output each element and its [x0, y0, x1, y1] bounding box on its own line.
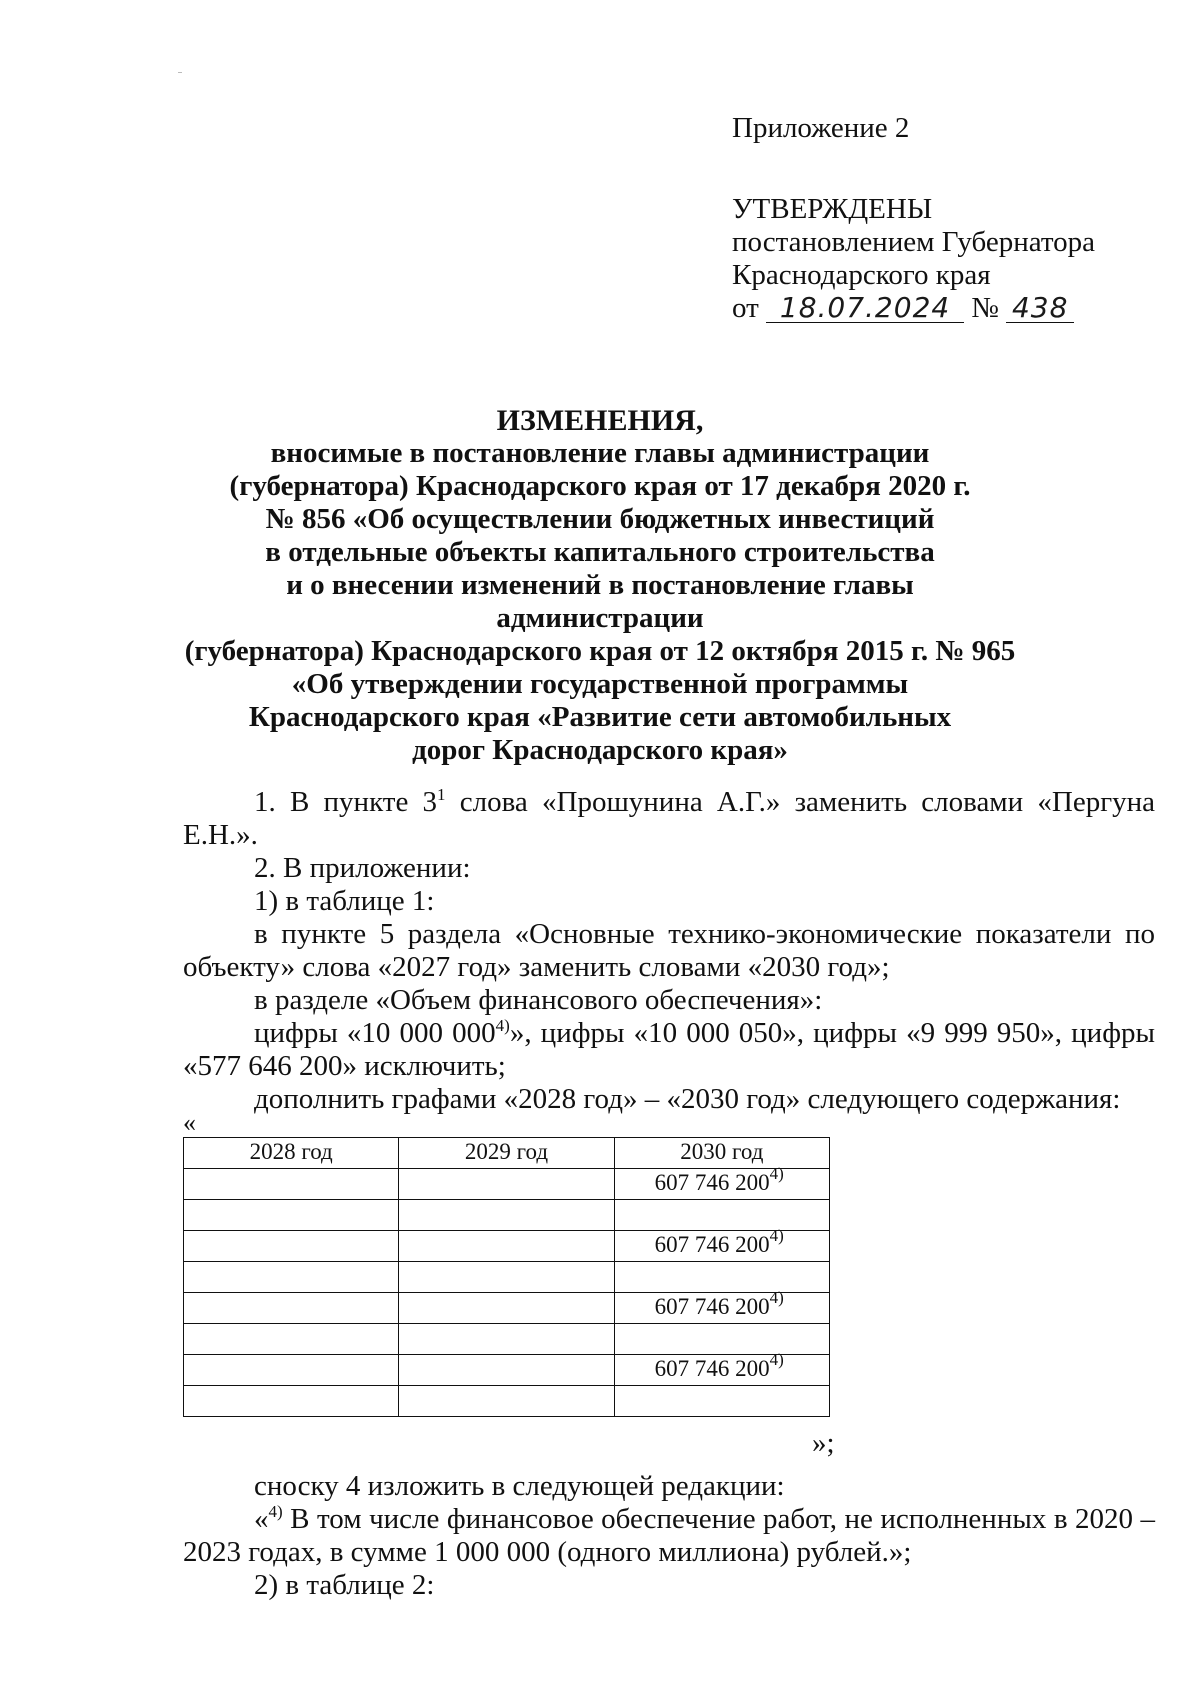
table-cell [184, 1324, 399, 1355]
title-line: (губернатора) Краснодарского края от 12 октября 2015 г. № 965 [184, 635, 1016, 667]
footnote-mark: 4) [769, 1288, 784, 1307]
table-cell [399, 1355, 614, 1386]
table-cell [184, 1355, 399, 1386]
approval-block [732, 112, 1095, 325]
table-cell: 607 746 200$^{4)}$ [614, 1355, 829, 1386]
footnote-mark: 4) [769, 1350, 784, 1369]
title-line: Краснодарского края «Развитие сети автомобильных [248, 701, 952, 733]
table-row [184, 1231, 830, 1262]
table-cell [399, 1324, 614, 1355]
paragraph-3: 1) в таблице 1: [254, 885, 435, 917]
table-header-row [184, 1138, 830, 1169]
body-text [183, 786, 1155, 1116]
table-cell [184, 1293, 399, 1324]
approval-line-2: Краснодарского края [732, 259, 991, 291]
number-prefix: № [971, 292, 999, 324]
body-text-2 [183, 1470, 1155, 1602]
table-cell [399, 1169, 614, 1200]
table-cell: 607 746 200$^{4)}$ [614, 1231, 829, 1262]
table-cell [184, 1200, 399, 1231]
table-cell [399, 1386, 614, 1417]
table-cell: 607 746 200$^{4)}$ [614, 1293, 829, 1324]
table-cell [399, 1231, 614, 1262]
title-line: вносимые в постановление главы администрации [270, 437, 930, 469]
table-cell [614, 1262, 829, 1293]
title-main: ИЗМЕНЕНИЯ, [496, 404, 704, 437]
appendix-label: Приложение 2 [732, 112, 910, 144]
quote-close: »; [812, 1427, 835, 1459]
approved-label: УТВЕРЖДЕНЫ [732, 193, 933, 225]
approval-line-1: постановлением Губернатора [732, 226, 1096, 258]
table-cell [184, 1231, 399, 1262]
table-body [184, 1164, 830, 1417]
table-row [184, 1355, 830, 1386]
paragraph-1: 1. В пункте $3^1$ слова «Прошунина А.Г.» заменить словами «Пергуна Е.Н.». [183, 785, 1156, 851]
title-line: и о внесении изменений в постановление главы администрации [286, 569, 914, 634]
header-2028: 2028 год [184, 1138, 399, 1169]
paragraph-9: «$^{4)}$ В том числе финансовое обеспечение работ, не исполненных в 2020 – 2023 годах, в сумме 1 000 000 (одного миллиона) рублей.»; [183, 1502, 1155, 1568]
table-cell [399, 1262, 614, 1293]
handwritten-date: 18.07.2024 [766, 294, 964, 323]
table-row [184, 1262, 830, 1293]
table-cell [399, 1200, 614, 1231]
title-line: № 856 «Об осуществлении бюджетных инвестиций [265, 503, 935, 535]
table-row [184, 1200, 830, 1231]
paragraph-2: 2. В приложении: [254, 852, 471, 884]
table-cell [399, 1293, 614, 1324]
header-2030: 2030 год [614, 1138, 829, 1169]
paragraph-10: 2) в таблице 2: [254, 1569, 435, 1601]
title-line: (губернатора) Краснодарского края от 17 декабря 2020 г. [229, 470, 971, 502]
table-row [184, 1386, 830, 1417]
handwritten-number: 438 [1006, 294, 1074, 323]
approval-date-line [732, 292, 1095, 325]
financing-table [183, 1137, 830, 1417]
paragraph-6: цифры «10 000 000$^{4)}$», цифры «10 000 050», цифры «9 999 950», цифры «577 646 200» исключить; [183, 1016, 1155, 1082]
title-line: «Об утверждении государственной программы [291, 668, 909, 700]
quote-open: « [183, 1108, 196, 1137]
paragraph-5: в разделе «Объем финансового обеспечения»: [254, 984, 823, 1016]
title-line: в отдельные объекты капитального строительства [265, 536, 935, 568]
date-prefix: от [732, 292, 759, 324]
title-line: дорог Краснодарского края» [412, 734, 788, 766]
table-cell [184, 1262, 399, 1293]
table-cell [614, 1386, 829, 1417]
table-row [184, 1169, 830, 1200]
table-cell [614, 1200, 829, 1231]
scan-mark [178, 72, 182, 73]
paragraph-4: в пункте 5 раздела «Основные технико-экономические показатели по объекту» слова «2027 год» заменить словами «2030 год»; [183, 918, 1155, 983]
table-cell [614, 1324, 829, 1355]
header-2029: 2029 год [399, 1138, 614, 1169]
table-row [184, 1324, 830, 1355]
footnote-mark: 4) [769, 1164, 784, 1183]
paragraph-8: сноску 4 изложить в следующей редакции: [254, 1470, 785, 1502]
paragraph-7: дополнить графами «2028 год» – «2030 год» следующего содержания: [254, 1083, 1121, 1115]
table-row [184, 1293, 830, 1324]
table-cell [184, 1169, 399, 1200]
footnote-mark: 4) [769, 1226, 784, 1245]
table-cell: 607 746 200$^{4)}$ [614, 1169, 829, 1200]
document-title [180, 404, 1020, 767]
table-cell [184, 1386, 399, 1417]
